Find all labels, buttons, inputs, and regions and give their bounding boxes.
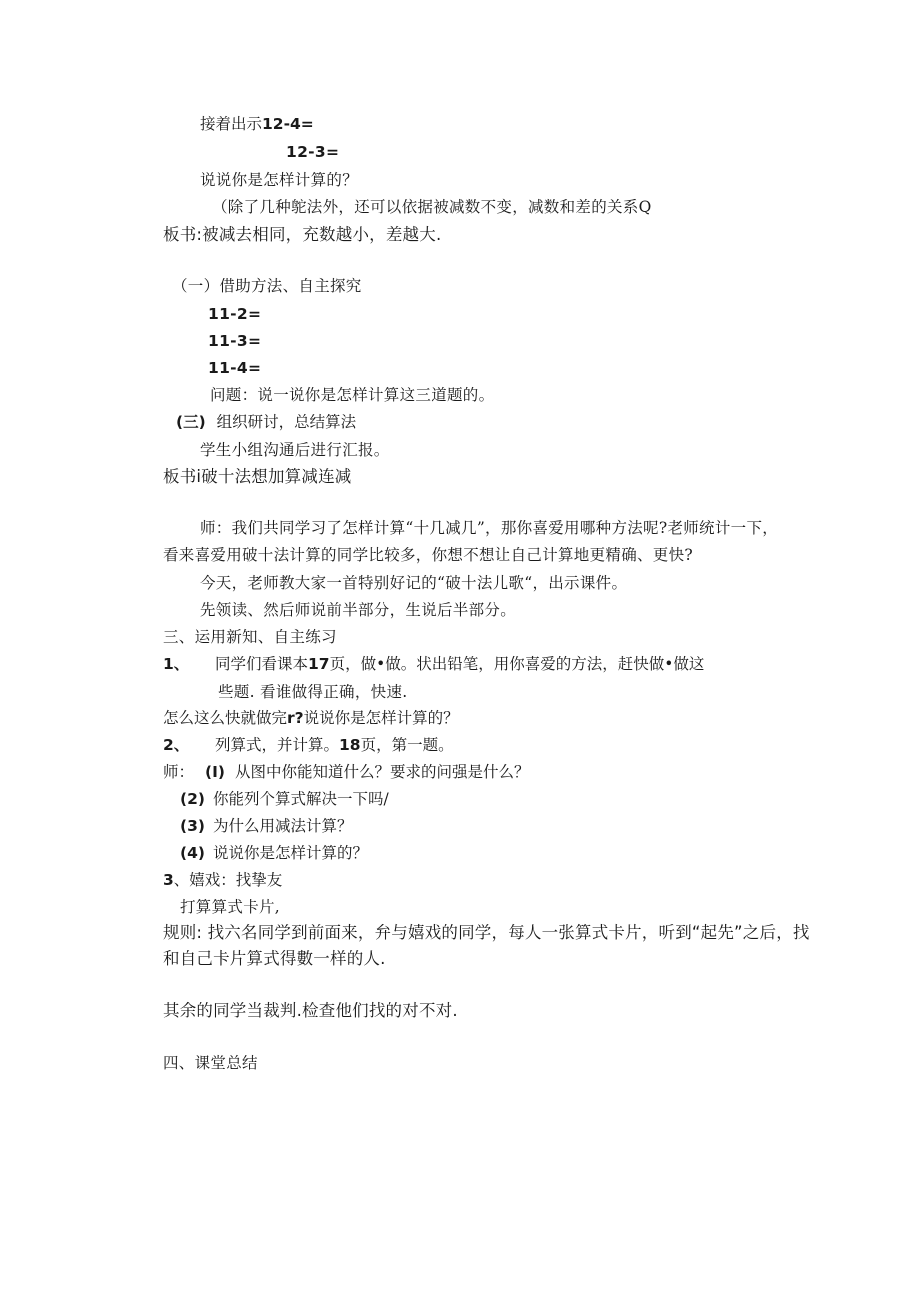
- part-four-heading: 四、课堂总结: [163, 1054, 258, 1072]
- question-finished-c: 说说你是怎样计算的？: [303, 709, 459, 727]
- board-note-2: 板书i破十法想加算减连减: [163, 467, 352, 486]
- line-show-12-4: [200, 114, 314, 134]
- equation-12-3: 12-3=: [286, 143, 340, 161]
- exercise-1-continued: 些题. 看谁做得正确，快速.: [218, 683, 408, 701]
- question-4-text: 说说你是怎样计算的？: [213, 844, 369, 862]
- equation-11-4: 11-4=: [208, 359, 262, 377]
- question-finished-fast: [163, 708, 459, 728]
- teacher-question-1: [163, 762, 530, 782]
- question-2-text: 你能列个算式解决一下吗/: [213, 790, 389, 808]
- game-rules-1: 规则: 找六名同学到前面来，弁与嬉戏的同学，每人一张算式卡片，听到“起先”之后，找: [163, 923, 810, 942]
- game-rules-2: 和自己卡片算式得數一样的人.: [163, 949, 386, 968]
- exercise-1-text-a: 同学们看课本: [215, 655, 309, 673]
- teacher-speech-1: 师：我们共同学习了怎样计算“十几减几”，那你喜爱用哪种方法呢?老师统计一下，: [200, 519, 779, 537]
- group-report: 学生小组沟通后进行汇报。: [200, 441, 390, 459]
- exercise-2-page: 18: [339, 736, 361, 754]
- exercise-3: [163, 870, 282, 890]
- question-4-number: (4): [180, 844, 205, 862]
- teacher-label: 师：: [163, 763, 195, 781]
- exercise-1-text-b: 页，做•做。状出铅笔，用你喜爱的方法，赶快做•做这: [329, 655, 705, 673]
- exercise-1-page: 17: [308, 655, 330, 673]
- teacher-speech-2: 看来喜爱用破十法计算的同学比较多，你想不想让自己计算地更精确、更快?: [163, 546, 694, 564]
- teacher-question-2: [180, 789, 389, 809]
- question-finished-a: 怎么这么快就做完: [163, 709, 288, 727]
- equation-12-4: 12-4=: [262, 115, 314, 133]
- teacher-question-3: [180, 816, 353, 836]
- exercise-2-text-a: 列算式，并计算。: [215, 736, 340, 754]
- exercise-2: [163, 735, 454, 755]
- equation-11-3: 11-3=: [208, 332, 262, 350]
- section-three-title: 组织研讨，总结算法: [216, 413, 357, 431]
- referee-note: 其余的同学当裁判.检查他们找的对不对.: [163, 1001, 458, 1020]
- exercise-3-text: 、嬉戏：找挚友: [173, 871, 283, 889]
- question-3-text: 为什么用减法计算？: [213, 817, 353, 835]
- board-note-1: 板书:被减去相同，充数越小，差越大.: [163, 225, 442, 244]
- exercise-1: [163, 654, 704, 674]
- section-three-number: (三): [176, 413, 206, 431]
- teacher-speech-3: 今天，老师教大家一首特别好记的“破十法儿歌“，出示课件。: [200, 574, 628, 592]
- exercise-1-number: 1、: [163, 655, 190, 673]
- question-1-text: 从图中你能知道什么？要求的问强是什么？: [235, 763, 530, 781]
- question-how-calculate: 说说你是怎样计算的？: [200, 171, 359, 189]
- text-intro: 接着出示: [200, 115, 263, 133]
- question-3-number: (3): [180, 817, 205, 835]
- equation-11-2: 11-2=: [208, 305, 262, 323]
- question-three-problems: 问题：说一说你是怎样计算这三道题的。: [210, 386, 495, 404]
- section-one-heading: （一）借助方法、自主探究: [172, 277, 362, 295]
- part-three-heading: 三、运用新知、自主练习: [163, 628, 337, 646]
- note-methods: （除了几种鸵法外，还可以依据被减数不变，减数和差的关系Q: [212, 198, 652, 216]
- question-1-number: (I): [205, 763, 225, 781]
- question-2-number: (2): [180, 790, 205, 808]
- exercise-2-number: 2、: [163, 736, 190, 754]
- teacher-question-4: [180, 843, 368, 863]
- exercise-3-number: 3: [163, 871, 174, 889]
- teacher-speech-4: 先领读、然后师说前半部分，生说后半部分。: [200, 601, 517, 619]
- prepare-cards: 打算算式卡片,: [180, 898, 281, 916]
- exercise-2-text-b: 页，第一题。: [360, 736, 454, 754]
- section-three-heading: [176, 412, 356, 432]
- question-finished-b: r?: [287, 709, 304, 727]
